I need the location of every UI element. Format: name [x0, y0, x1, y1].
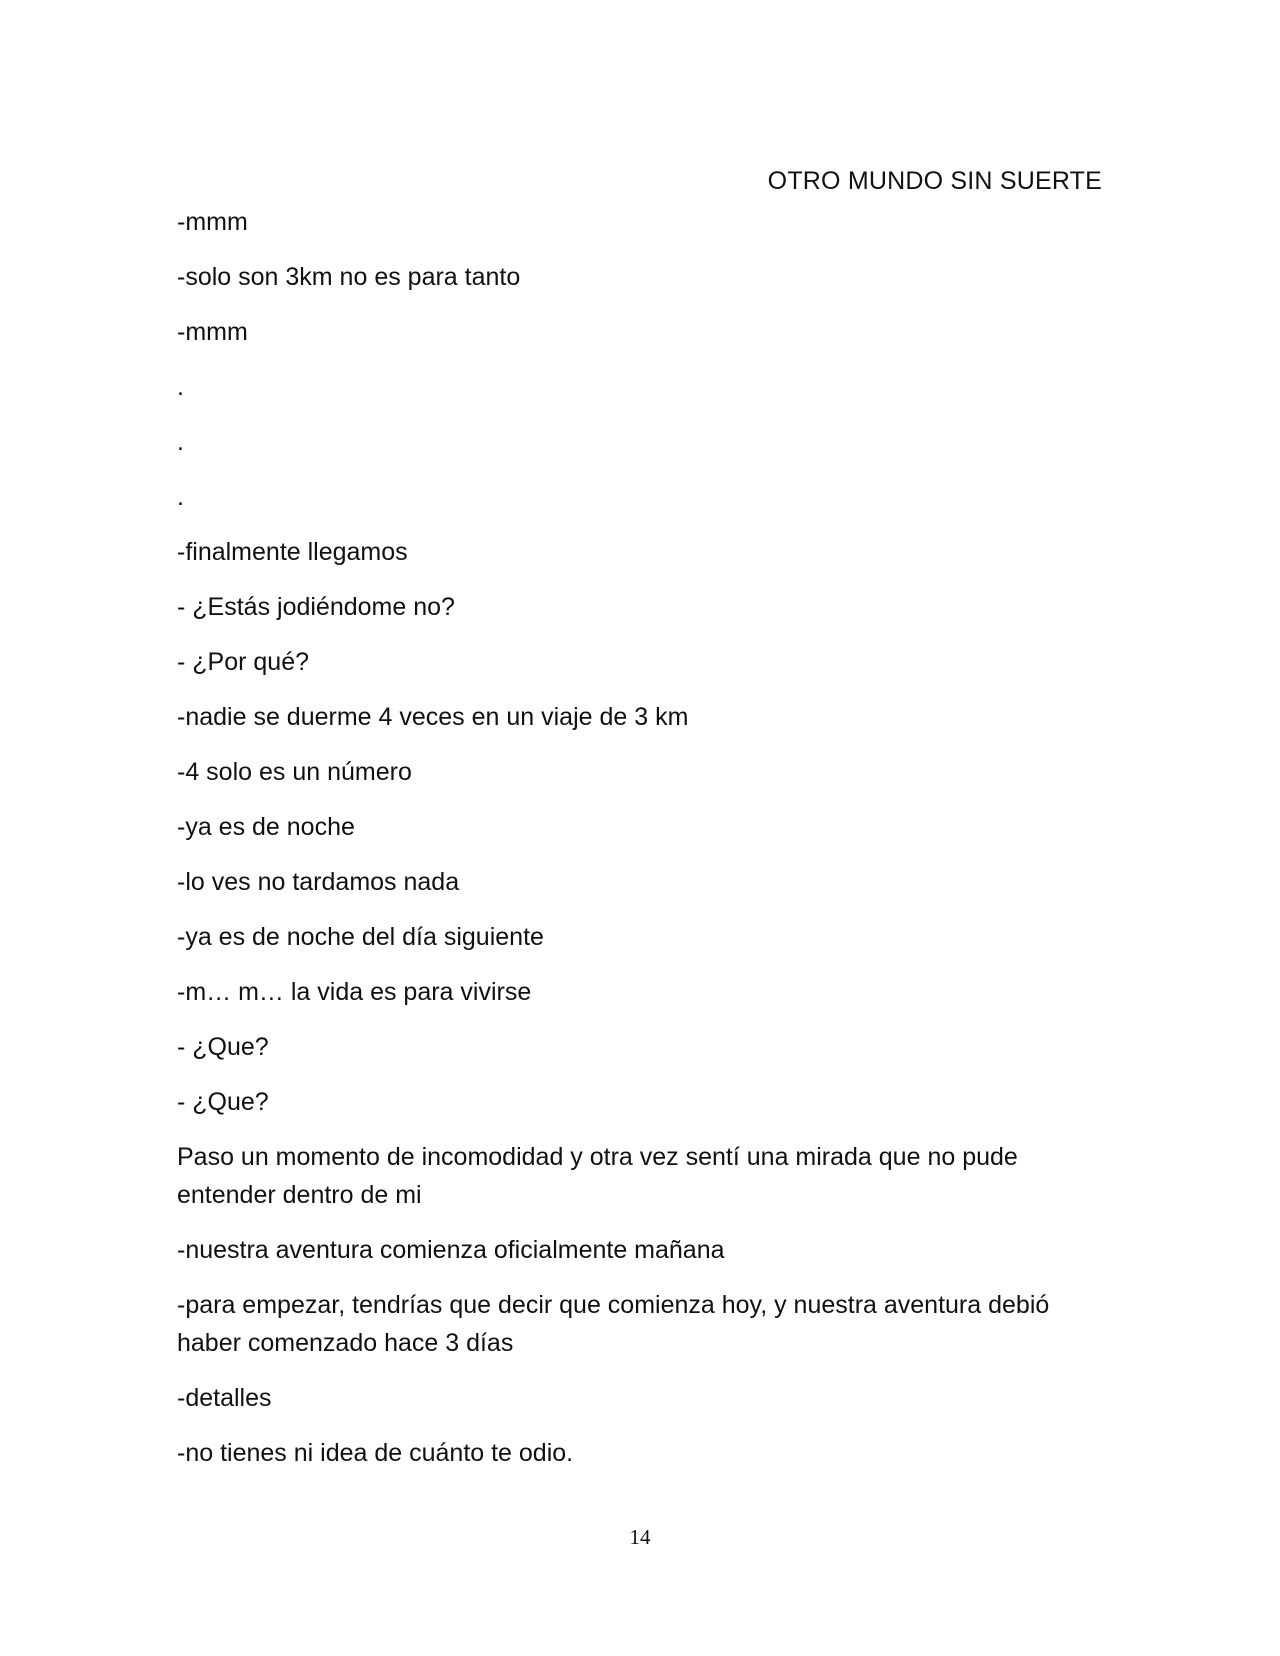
- text-line: .: [177, 428, 184, 456]
- body-text: [177, 203, 1097, 1489]
- text-line: - ¿Estás jodiéndome no?: [177, 593, 455, 621]
- text-line: - ¿Por qué?: [177, 648, 310, 676]
- text-line: - ¿Que?: [177, 1088, 269, 1116]
- text-paragraph: -para empezar, tendrías que decir que comienza hoy, y nuestra aventura debió haber comenzado hace 3 días: [177, 1291, 1050, 1357]
- text-paragraph: Paso un momento de incomodidad y otra vez sentí una mirada que no pude entender dentro de mi: [177, 1143, 1018, 1209]
- text-line: -detalles: [177, 1384, 272, 1412]
- text-line: -solo son 3km no es para tanto: [177, 263, 521, 291]
- text-line: -ya es de noche: [177, 813, 355, 841]
- text-line: -4 solo es un número: [177, 758, 412, 786]
- text-line: - ¿Que?: [177, 1033, 269, 1061]
- text-line: -mmm: [177, 318, 248, 346]
- text-line: .: [177, 483, 184, 511]
- running-header: OTRO MUNDO SIN SUERTE: [767, 167, 1102, 195]
- page-number: 14: [629, 1525, 651, 1549]
- text-line: -nuestra aventura comienza oficialmente mañana: [177, 1236, 725, 1264]
- text-line: -nadie se duerme 4 veces en un viaje de 3 km: [177, 703, 689, 731]
- text-line: -ya es de noche del día siguiente: [177, 923, 544, 951]
- text-line: -lo ves no tardamos nada: [177, 868, 460, 896]
- text-line: .: [177, 373, 184, 401]
- text-line: -finalmente llegamos: [177, 538, 408, 566]
- text-line: -mmm: [177, 208, 248, 236]
- text-line: -m… m… la vida es para vivirse: [177, 978, 532, 1006]
- text-line: -no tienes ni idea de cuánto te odio.: [177, 1439, 574, 1467]
